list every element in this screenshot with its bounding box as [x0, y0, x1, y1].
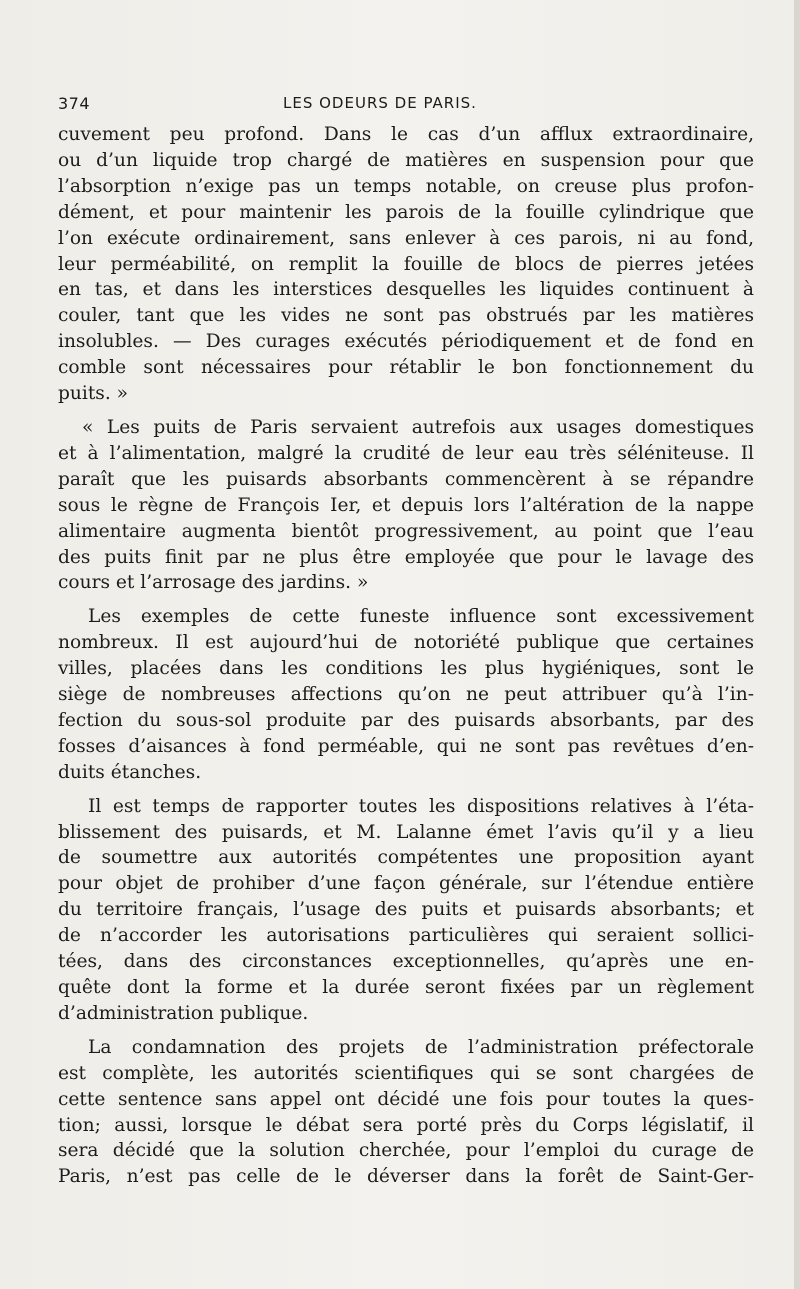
text-line: alimentaire augmenta bientôt progressivement, au point que l’eau — [58, 520, 754, 542]
text-line: couler, tant que les vides ne sont pas obstrués par les matières — [58, 305, 754, 327]
text-line: l’absorption n’exige pas un temps notable, on creuse plus profon- — [58, 175, 754, 197]
text-line: paraît que les puisards absorbants commencèrent à se répandre — [58, 468, 754, 490]
text-line: quête dont la forme et la durée seront fixées par un règlement — [58, 977, 754, 998]
page-number: 374 — [58, 94, 91, 113]
paragraph-3 — [58, 604, 754, 785]
text-line: sera décidé que la solution cherchée, pour l’emploi du curage de — [58, 1140, 754, 1162]
text-line: villes, placées dans les conditions les plus hygiéniques, sont le — [58, 658, 754, 680]
text-line: duits étanches. — [58, 761, 202, 783]
body-text — [58, 122, 754, 1190]
paragraph-1 — [58, 122, 754, 407]
text-line: cette sentence sans appel ont décidé une fois pour toutes la ques- — [58, 1088, 754, 1110]
text-line: La condamnation des projets de l’administration préfectorale — [88, 1036, 754, 1058]
running-title: LES ODEURS DE PARIS. — [283, 94, 477, 112]
text-line: leur perméabilité, on remplit la fouille de blocs de pierres jetées — [58, 253, 754, 275]
text-line: insolubles. — Des curages exécutés périodiquement et de fond en — [58, 331, 754, 353]
text-line: et à l’alimentation, malgré la crudité de leur eau très séléniteuse. Il — [58, 442, 754, 464]
text-line: Les exemples de cette funeste influence sont excessivement — [88, 606, 754, 628]
page-edge — [794, 0, 800, 1289]
text-line: pour objet de prohiber d’une façon générale, sur l’étendue entière — [58, 873, 754, 895]
text-line: tion; aussi, lorsque le débat sera porté près du Corps législatif, il — [58, 1114, 754, 1136]
text-line: puits. » — [58, 383, 129, 405]
text-line: nombreux. Il est aujourd’hui de notoriété publique que certaines — [58, 632, 754, 654]
text-line: tées, dans des circonstances exceptionnelles, qu’après une en- — [58, 951, 754, 973]
text-line: est complète, les autorités scientifiques qui se sont chargées de — [58, 1062, 754, 1084]
text-line: de n’accorder les autorisations particulières qui seraient sollici- — [58, 925, 754, 947]
text-line: siège de nombreuses affections qu’on ne peut attribuer qu’à l’in- — [58, 684, 754, 706]
text-line: Il est temps de rapporter toutes les dispositions relatives à l’éta- — [88, 795, 754, 817]
text-line: blissement des puisards, et M. Lalanne émet l’avis qu’il y a lieu — [58, 821, 754, 843]
paragraph-5 — [58, 1035, 754, 1190]
text-line: de soumettre aux autorités compétentes une proposition ayant — [58, 847, 754, 869]
paragraph-2 — [58, 415, 754, 596]
text-line: fosses d’aisances à fond perméable, qui ne sont pas revêtues d’en- — [58, 735, 754, 757]
text-line: ou d’un liquide trop chargé de matières en suspension pour que — [58, 149, 754, 171]
text-line: du territoire français, l’usage des puits et puisards absorbants; et — [58, 899, 754, 921]
text-line: des puits finit par ne plus être employée que pour le lavage des — [58, 546, 754, 568]
paragraph-4 — [58, 794, 754, 1027]
text-line: l’on exécute ordinairement, sans enlever à ces parois, ni au fond, — [58, 227, 754, 249]
text-line: comble sont nécessaires pour rétablir le bon fonctionnement du — [58, 357, 754, 379]
text-line: sous le règne de François Ier, et depuis lors l’altération de la nappe — [58, 494, 754, 516]
text-line: d’administration publique. — [58, 1002, 309, 1024]
page-header — [58, 94, 754, 118]
text-line: fection du sous-sol produite par des puisards absorbants, par des — [58, 709, 754, 731]
text-line: cours et l’arrosage des jardins. » — [58, 572, 369, 594]
text-line: « Les puits de Paris servaient autrefois aux usages domestiques — [82, 416, 754, 438]
text-line: Paris, n’est pas celle de le déverser dans la forêt de Saint-Ger- — [58, 1166, 754, 1188]
text-line: en tas, et dans les interstices desquelles les liquides continuent à — [58, 279, 754, 301]
text-line: cuvement peu profond. Dans le cas d’un afflux extraordinaire, — [58, 124, 754, 145]
text-line: dément, et pour maintenir les parois de la fouille cylindrique que — [58, 201, 754, 223]
